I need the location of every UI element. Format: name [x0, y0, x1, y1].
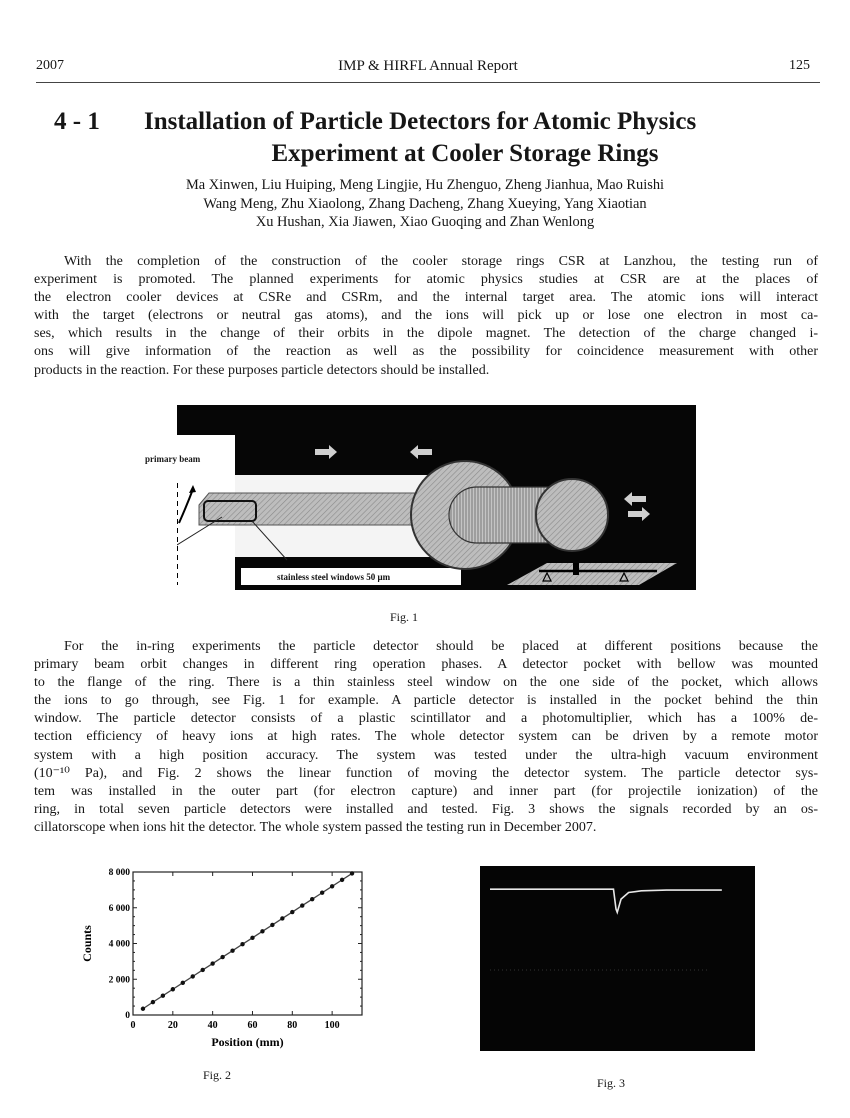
y-tick-label: 8 000 [108, 868, 130, 878]
text-line: system with a high position accuracy. The system was tested under the ultra-high vacuum environment [34, 747, 818, 763]
data-point [300, 903, 304, 907]
figure-3-oscilloscope [480, 866, 755, 1051]
data-point [141, 1007, 145, 1011]
figure-1-diagram [145, 405, 696, 590]
primary-beam-label: primary beam [145, 454, 201, 464]
data-point [171, 987, 175, 991]
x-tick-label: 60 [247, 1020, 258, 1031]
data-point [200, 968, 204, 972]
text-line: tem was installed in the outer part (for electron capture) and inner part (for projectile ionization) of the [34, 783, 818, 799]
data-point [280, 916, 284, 920]
header-page-number: 125 [789, 58, 810, 73]
text-line: experiment is promoted. The planned experiments for atomic physics studies at CSR are at the places of [34, 272, 818, 288]
paragraph-body [34, 638, 818, 837]
text-line: ses, which results in the change of their orbits in the dipole magnet. The detection of the charge changed i- [34, 326, 818, 342]
data-point [210, 961, 214, 965]
data-point [191, 974, 195, 978]
text-line: cillatorscope when ions hit the detector. The whole system passed the testing run in December 2007. [34, 819, 597, 835]
author-line: Xu Hushan, Xia Jiawen, Xiao Guoqing and Zhan Wenlong [255, 214, 595, 230]
y-tick-label: 6 000 [108, 903, 130, 914]
title-line-2: Experiment at Cooler Storage Rings [271, 140, 659, 167]
x-tick-label: 20 [167, 1020, 178, 1031]
y-tick-label: 0 [125, 1011, 130, 1021]
data-point [330, 884, 334, 888]
x-axis-label: Position (mm) [211, 1035, 284, 1049]
figure-1-svg [177, 405, 696, 590]
text-line: to the flange of the ring. There is a thin stainless steel window on the one side of the pocket, which allows [34, 675, 818, 691]
data-point [260, 929, 264, 933]
text-line: ons will give information of the reaction as well as the possibility for coincidence measurement with other [34, 344, 818, 360]
data-point [350, 871, 354, 875]
data-point [310, 897, 314, 901]
text-line: window. The particle detector consists of a plastic scintillator and a photomultiplier, which has a 100% de- [34, 711, 818, 727]
title-line-1: Installation of Particle Detectors for Atomic Physics [144, 108, 697, 135]
text-line: tection efficiency of heavy ions at high rates. The whole detector system can be driven by a remote motor [34, 729, 818, 745]
text-line: ring, in total seven particle detectors were installed and tested. Fig. 3 shows the signals recorded by an os- [34, 801, 818, 817]
figure-2-chart [75, 860, 375, 1055]
motor-disk [536, 479, 608, 551]
data-point [161, 993, 165, 997]
text-line: With the completion of the construction of the cooler storage rings CSR at Lanzhou, the testing run of [64, 254, 818, 269]
header-journal: IMP & HIRFL Annual Report [338, 58, 518, 74]
data-point [270, 923, 274, 927]
y-axis-label: Counts [80, 925, 94, 962]
author-line: Wang Meng, Zhu Xiaolong, Zhang Dacheng, Zhang Xueying, Yang Xiaotian [203, 195, 647, 212]
text-line: the electron cooler devices at CSRe and CSRm, and the internal target area. The atomic ions will interact [34, 290, 818, 306]
data-point [290, 910, 294, 914]
text-line: For the in-ring experiments the particle detector should be placed at different positions because the [64, 639, 818, 654]
text-line: primary beam orbit changes in different ring operation phases. A detector pocket with bellow was mounted [34, 657, 818, 673]
x-tick-label: 40 [207, 1020, 218, 1031]
y-tick-label: 2 000 [108, 975, 130, 986]
figure-3-caption: Fig. 3 [597, 1076, 626, 1090]
data-point [151, 1000, 155, 1004]
author-list [60, 176, 790, 232]
x-tick-label: 80 [287, 1020, 298, 1031]
section-number: 4 - 1 [54, 108, 100, 135]
figure-2-svg [75, 860, 375, 1055]
figure-1-caption: Fig. 1 [390, 610, 419, 624]
figure-3-svg [480, 866, 755, 1051]
figure-2-caption: Fig. 2 [203, 1068, 232, 1082]
paragraph-intro [34, 253, 818, 380]
running-header [36, 54, 820, 83]
data-point [181, 981, 185, 985]
support-post [573, 563, 579, 575]
y-tick-label: 4 000 [108, 939, 130, 950]
text-line: the ions to go through, see Fig. 1 for example. A particle detector is installed in the pocket behind the thin [34, 693, 818, 709]
scope-screen [480, 866, 755, 1051]
data-point [230, 948, 234, 952]
x-tick-label: 0 [130, 1020, 136, 1031]
data-point [340, 878, 344, 882]
text-line: products in the reaction. For these purposes particle detectors should be installed. [34, 362, 490, 378]
window-label: stainless steel windows 50 μm [277, 572, 391, 582]
text-line: with the target (electrons or neutral gas atoms), and the ions will pick up or lose one electron in most ca- [34, 308, 818, 324]
author-line: Ma Xinwen, Liu Huiping, Meng Lingjie, Hu Zhenguo, Zheng Jianhua, Mao Ruishi [185, 177, 665, 193]
x-tick-label: 100 [324, 1020, 340, 1031]
data-point [250, 936, 254, 940]
bellow [449, 487, 549, 543]
header-year: 2007 [36, 58, 64, 73]
stainless-steel-window [204, 501, 256, 521]
data-point [220, 955, 224, 959]
text-line: (10⁻¹⁰ Pa), and Fig. 2 shows the linear function of moving the detector system. The particle detector sys- [34, 765, 818, 781]
data-point [320, 891, 324, 895]
data-point [240, 942, 244, 946]
